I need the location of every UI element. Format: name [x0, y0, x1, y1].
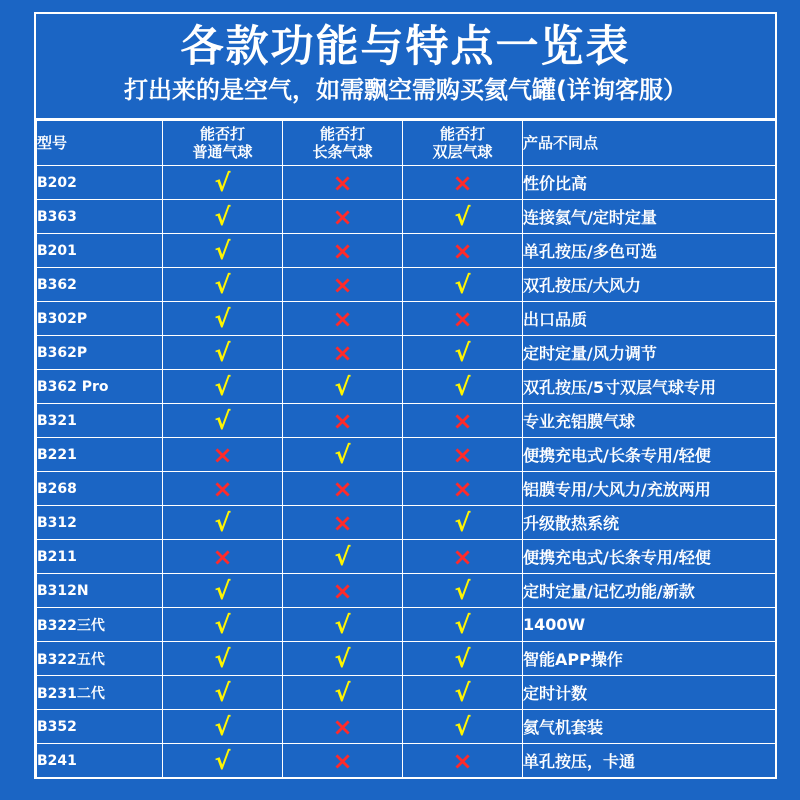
- check-icon: √: [403, 574, 523, 608]
- column-header-normal-balloon: [163, 121, 283, 166]
- table-row: [37, 710, 776, 744]
- check-icon: √: [163, 404, 283, 438]
- feature-cell: 氦气机套装: [523, 710, 776, 744]
- model-cell: B211: [37, 540, 163, 574]
- check-icon: √: [163, 744, 283, 778]
- model-cell: B221: [37, 438, 163, 472]
- cross-icon: ×: [403, 302, 523, 336]
- page-title: 各款功能与特点一览表: [180, 22, 631, 72]
- feature-cell: 升级散热系统: [523, 506, 776, 540]
- column-header-long-line1: 能否打: [319, 125, 365, 143]
- model-cell: B322三代: [37, 608, 163, 642]
- cross-icon: ×: [283, 234, 403, 268]
- feature-cell: 出口品质: [523, 302, 776, 336]
- cross-icon: ×: [163, 472, 283, 506]
- feature-cell: 性价比高: [523, 166, 776, 200]
- model-cell: B241: [37, 744, 163, 778]
- feature-cell: 定时定量/风力调节: [523, 336, 776, 370]
- table-row: [37, 608, 776, 642]
- feature-cell: 1400W: [523, 608, 776, 642]
- column-header-model: 型号: [37, 121, 163, 166]
- column-header-double-line1: 能否打: [439, 125, 485, 143]
- table-row: [37, 506, 776, 540]
- feature-cell: 单孔按压/多色可选: [523, 234, 776, 268]
- model-cell: B231二代: [37, 676, 163, 710]
- feature-cell: 便携充电式/长条专用/轻便: [523, 540, 776, 574]
- comparison-frame: [34, 12, 777, 779]
- cross-icon: ×: [283, 336, 403, 370]
- model-cell: B362 Pro: [37, 370, 163, 404]
- model-cell: B321: [37, 404, 163, 438]
- cross-icon: ×: [403, 234, 523, 268]
- comparison-table: [36, 120, 776, 778]
- table-row: [37, 268, 776, 302]
- model-cell: B363: [37, 200, 163, 234]
- check-icon: √: [403, 370, 523, 404]
- check-icon: √: [163, 676, 283, 710]
- check-icon: √: [403, 710, 523, 744]
- feature-cell: 智能APP操作: [523, 642, 776, 676]
- model-cell: B352: [37, 710, 163, 744]
- page-subtitle: 打出来的是空气，如需飘空需购买氦气罐(详询客服）: [124, 76, 687, 104]
- table-row: [37, 302, 776, 336]
- check-icon: √: [163, 268, 283, 302]
- cross-icon: ×: [283, 472, 403, 506]
- table-row: [37, 642, 776, 676]
- feature-cell: 专业充铝膜气球: [523, 404, 776, 438]
- column-header-double-balloon: [403, 121, 523, 166]
- table-row: [37, 574, 776, 608]
- check-icon: √: [403, 642, 523, 676]
- check-icon: √: [403, 268, 523, 302]
- check-icon: √: [283, 608, 403, 642]
- check-icon: √: [163, 166, 283, 200]
- table-row: [37, 336, 776, 370]
- header: [36, 14, 775, 120]
- check-icon: √: [163, 506, 283, 540]
- model-cell: B201: [37, 234, 163, 268]
- table-row: [37, 166, 776, 200]
- model-cell: B322五代: [37, 642, 163, 676]
- table-row: [37, 744, 776, 778]
- cross-icon: ×: [283, 166, 403, 200]
- table-row: [37, 370, 776, 404]
- check-icon: √: [163, 370, 283, 404]
- check-icon: √: [163, 642, 283, 676]
- column-header-long-balloon: [283, 121, 403, 166]
- cross-icon: ×: [403, 404, 523, 438]
- check-icon: √: [283, 438, 403, 472]
- feature-cell: 定时计数: [523, 676, 776, 710]
- table-row: [37, 200, 776, 234]
- feature-cell: 单孔按压，卡通: [523, 744, 776, 778]
- check-icon: √: [283, 676, 403, 710]
- table-row: [37, 540, 776, 574]
- cross-icon: ×: [283, 268, 403, 302]
- column-header-normal-line2: 普通气球: [192, 143, 253, 161]
- check-icon: √: [163, 200, 283, 234]
- check-icon: √: [163, 234, 283, 268]
- feature-cell: 便携充电式/长条专用/轻便: [523, 438, 776, 472]
- check-icon: √: [163, 574, 283, 608]
- check-icon: √: [403, 676, 523, 710]
- check-icon: √: [403, 608, 523, 642]
- check-icon: √: [403, 200, 523, 234]
- check-icon: √: [163, 336, 283, 370]
- model-cell: B312: [37, 506, 163, 540]
- check-icon: √: [283, 642, 403, 676]
- model-cell: B268: [37, 472, 163, 506]
- table-row: [37, 676, 776, 710]
- feature-cell: 连接氦气/定时定量: [523, 200, 776, 234]
- model-cell: B362P: [37, 336, 163, 370]
- cross-icon: ×: [163, 438, 283, 472]
- column-header-feature: 产品不同点: [523, 121, 776, 166]
- table-row: [37, 404, 776, 438]
- feature-cell: 双孔按压/5寸双层气球专用: [523, 370, 776, 404]
- column-header-double-line2: 双层气球: [432, 143, 493, 161]
- table-row: [37, 438, 776, 472]
- model-cell: B312N: [37, 574, 163, 608]
- cross-icon: ×: [283, 744, 403, 778]
- model-cell: B202: [37, 166, 163, 200]
- cross-icon: ×: [163, 540, 283, 574]
- cross-icon: ×: [403, 472, 523, 506]
- feature-cell: 铝膜专用/大风力/充放两用: [523, 472, 776, 506]
- model-cell: B362: [37, 268, 163, 302]
- check-icon: √: [403, 506, 523, 540]
- table-row: [37, 234, 776, 268]
- cross-icon: ×: [403, 438, 523, 472]
- table-body: [37, 166, 776, 778]
- table-row: [37, 472, 776, 506]
- column-header-normal-line1: 能否打: [199, 125, 245, 143]
- feature-cell: 定时定量/记忆功能/新款: [523, 574, 776, 608]
- cross-icon: ×: [283, 302, 403, 336]
- cross-icon: ×: [283, 574, 403, 608]
- check-icon: √: [283, 370, 403, 404]
- cross-icon: ×: [403, 540, 523, 574]
- check-icon: √: [163, 302, 283, 336]
- feature-cell: 双孔按压/大风力: [523, 268, 776, 302]
- column-header-long-line2: 长条气球: [312, 143, 373, 161]
- cross-icon: ×: [403, 166, 523, 200]
- model-cell: B302P: [37, 302, 163, 336]
- cross-icon: ×: [283, 404, 403, 438]
- cross-icon: ×: [403, 744, 523, 778]
- cross-icon: ×: [283, 506, 403, 540]
- check-icon: √: [163, 608, 283, 642]
- cross-icon: ×: [283, 200, 403, 234]
- check-icon: √: [283, 540, 403, 574]
- check-icon: √: [403, 336, 523, 370]
- check-icon: √: [163, 710, 283, 744]
- table-header-row: [37, 121, 776, 166]
- cross-icon: ×: [283, 710, 403, 744]
